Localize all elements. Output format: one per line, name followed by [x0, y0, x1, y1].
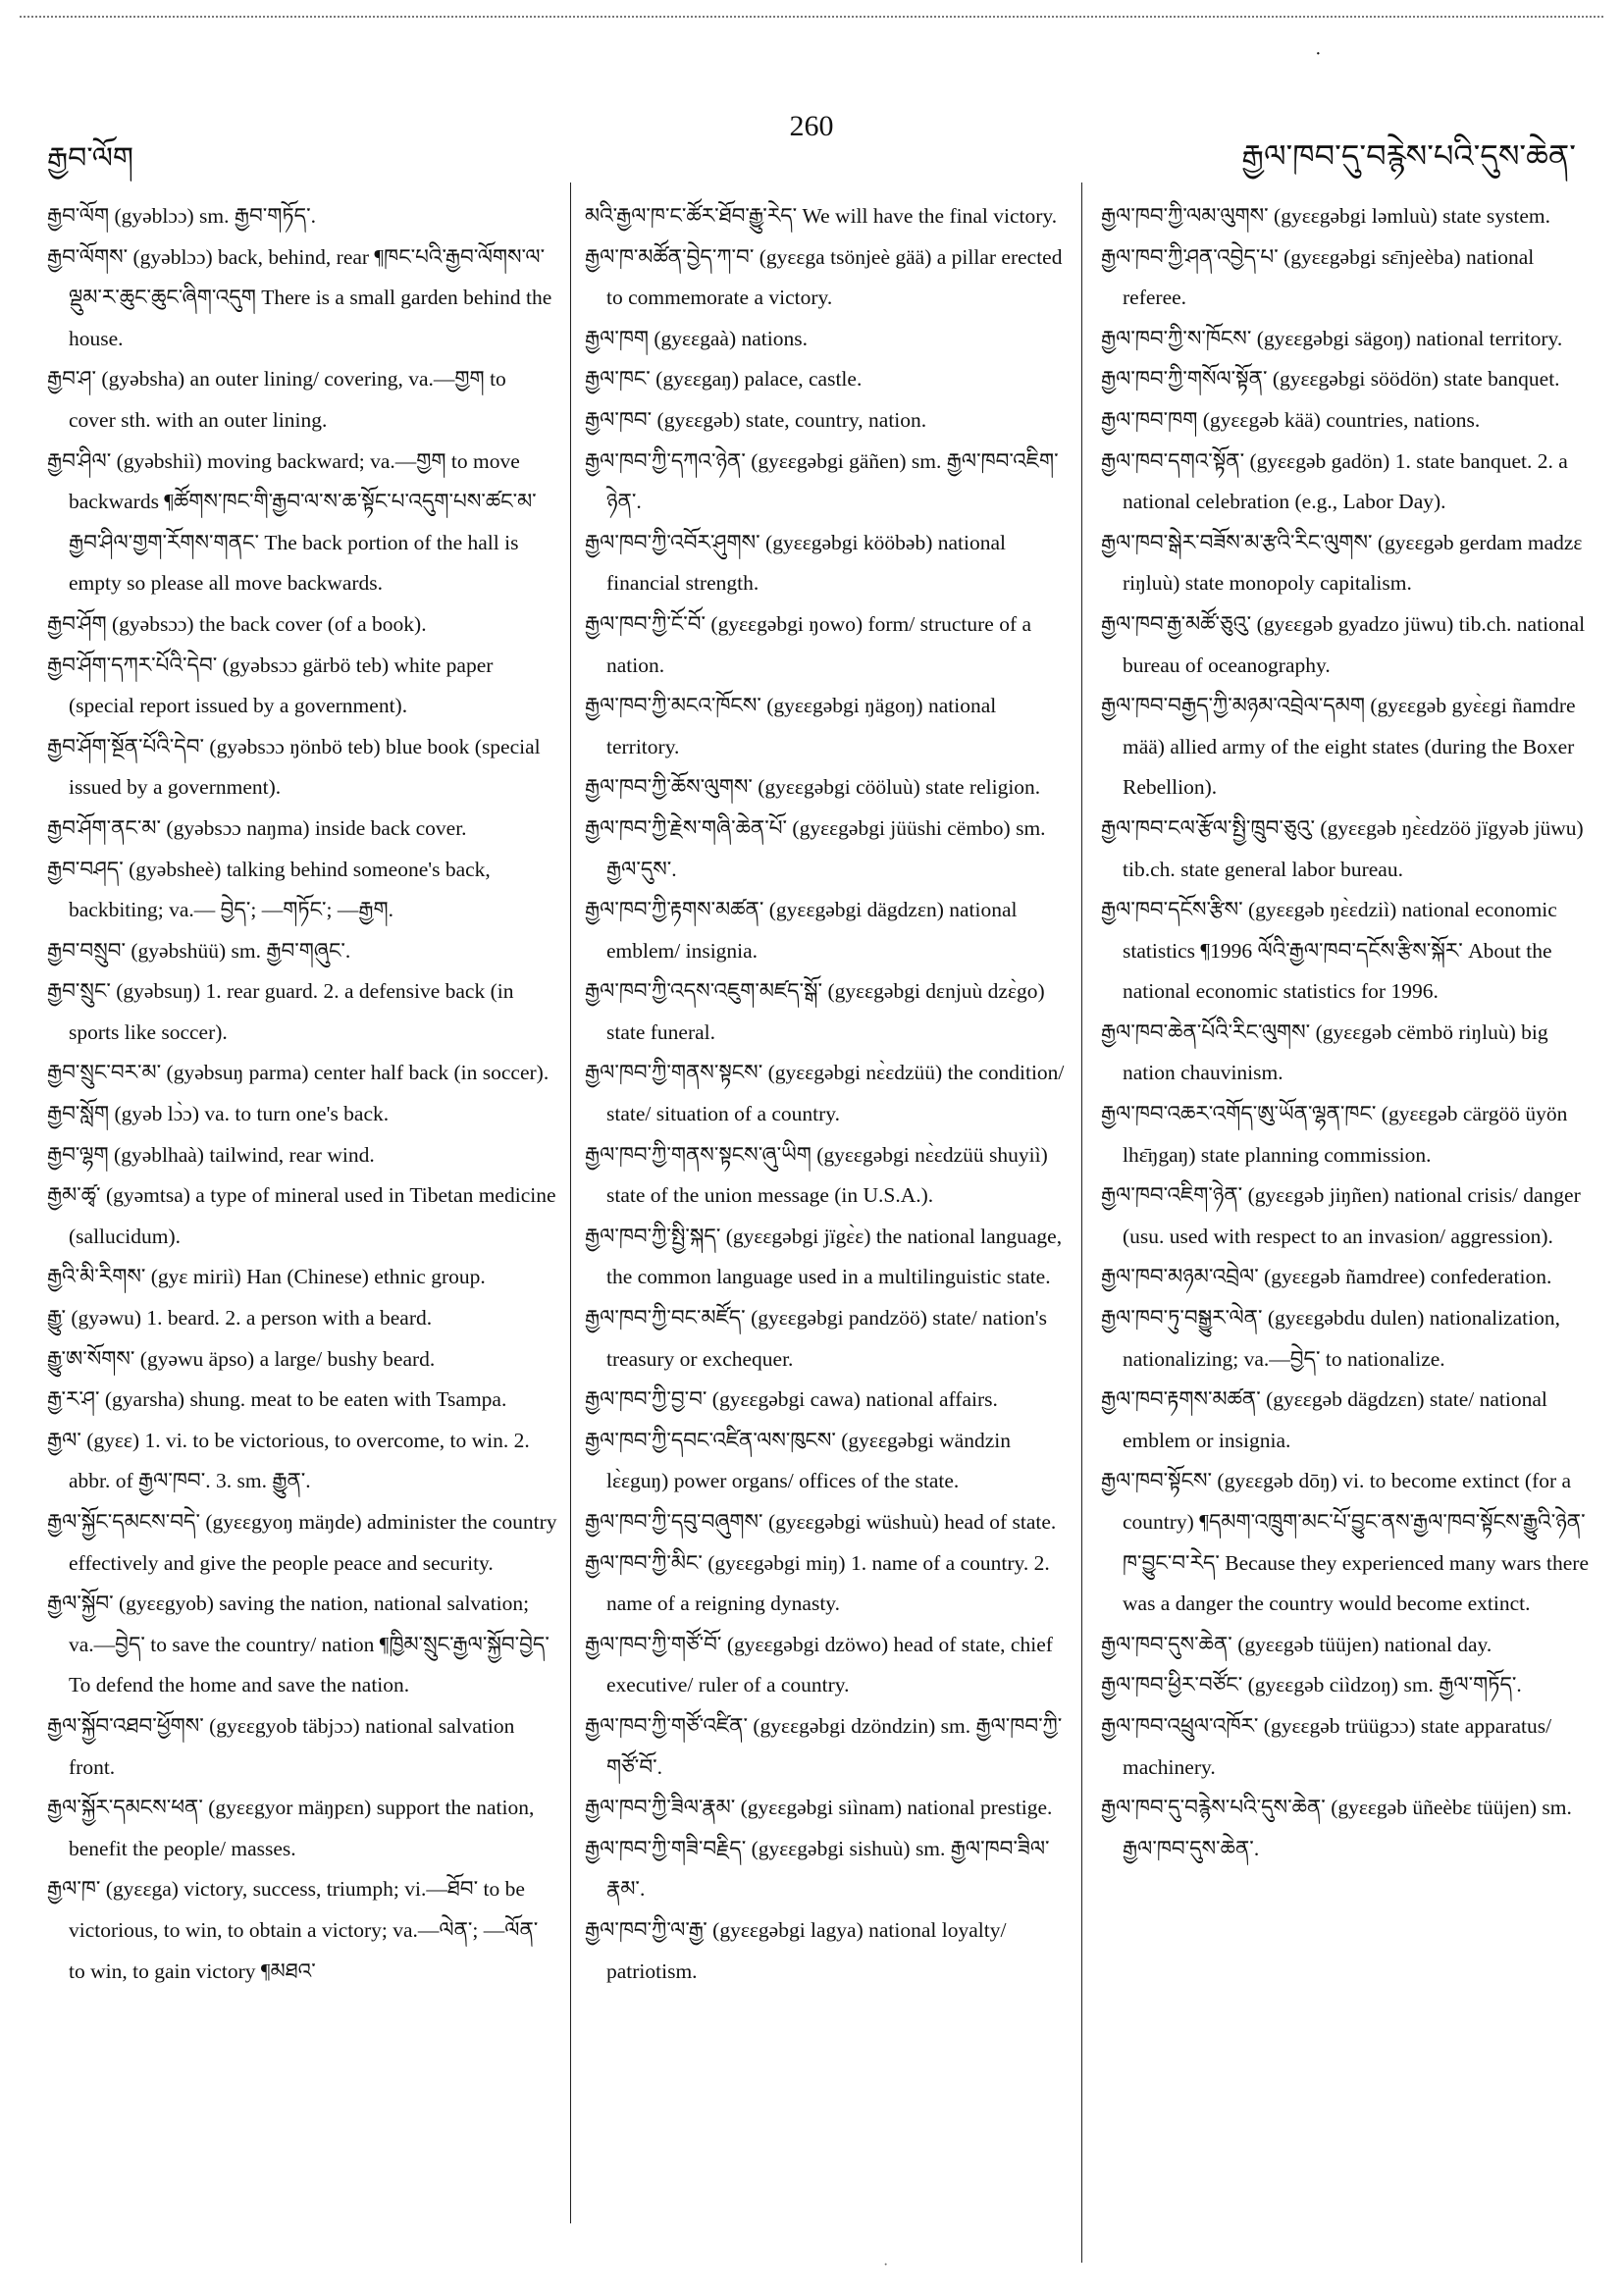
dictionary-entry: རྒྱལ་ཁབ་ཀྱི་ཤན་འབྱེད་པ་ (gyɛɛgəbgi sɛ̄njeèba) national referee.: [1101, 244, 1535, 310]
dictionary-entry: རྒྱལ་ཁབ་ཀྱི་གཙོ་འཛིན་ (gyɛɛgəbgi dzöndzin) sm. རྒྱལ་ཁབ་ཀྱི་གཙོ་བོ་.: [585, 1713, 1063, 1779]
dictionary-column-3: [1101, 196, 1592, 2247]
scan-top-edge: [20, 16, 1603, 18]
dictionary-entry: རྒྱལ་ (gyɛɛ) 1. vi. to be victorious, to overcome, to win. 2. abbr. of རྒྱལ་ཁབ་. 3. sm. རྒྱུན་.: [47, 1428, 530, 1493]
dictionary-entry: རྒྱལ་ཁབ་ཀྱི་འདས་འཇུག་མཛད་སྒོ་ (gyɛɛgəbgi dɛnjuù dzɛ̀go) state funeral.: [585, 979, 1045, 1044]
dictionary-entry: རྒྱལ་ཁབ་ཀྱི་གསོལ་སྟོན་ (gyɛɛgəbgi söödön) state banquet.: [1101, 367, 1560, 391]
dictionary-entry: རྒྱབ་ཤོག (gyəbsɔɔ) the back cover (of a book).: [47, 611, 427, 636]
dictionary-entry: རྒྱལ་ཁབ་དགའ་སྟོན་ (gyɛɛgəb gadön) 1. state banquet. 2. a national celebration (e.g., Labor Day).: [1101, 448, 1568, 514]
dictionary-entry: རྒྱལ་ཁབ་བརྒྱད་ཀྱི་མཉམ་འབྲེལ་དམག (gyɛɛgəb gyɛ̀ɛgi ñamdre mää) allied army of the eight states (during the Boxer Rebellion).: [1101, 694, 1576, 800]
dictionary-entry: རྒྱབ་ཤ་ (gyəbsha) an outer lining/ covering, va.—གྱག to cover sth. with an outer lining.: [47, 367, 506, 432]
dictionary-entry: རྒྱལ་ཁག (gyɛɛgaà) nations.: [585, 326, 808, 350]
dictionary-entry: རྒྱབ་ཤོག་ནང་མ་ (gyəbsɔɔ naŋma) inside back cover.: [47, 815, 467, 840]
dictionary-entry: རྒྱལ་ཁབ་དངོས་རྩིས་ (gyɛɛgəb ŋɛ̀ɛdziì) national economic statistics ¶1996 ལོའི་རྒྱལ་ཁབ་དངོས་རྩིས་སྐོར་ About the national economic statistics for 1996.: [1101, 898, 1557, 1004]
dictionary-entry: རྒྱལ་སྐྱོབ་ (gyɛɛgyob) saving the nation, national salvation; va.—བྱེད་ to save the country/ nation ¶ཁྱིམ་སྲུང་རྒྱལ་སྐྱོབ་བྱེད་ To defend the home and save the nation.: [47, 1592, 550, 1697]
dictionary-entry: རྒྱལ་ཁབ་མཉམ་འབྲེལ་ (gyɛɛgəb ñamdree) confederation.: [1101, 1265, 1552, 1289]
dictionary-entry: རྒྱལ་ཁབ་འཇིག་ཉེན་ (gyɛɛgəb jiŋñen) national crisis/ danger (usu. used with respect to an invasion/ aggression).: [1101, 1183, 1581, 1248]
column-divider: [570, 183, 571, 2223]
dictionary-entry: རྒྱལ་ཁབ་ཀྱི་མངའ་ཁོངས་ (gyɛɛgəbgi ŋägoŋ) national territory.: [585, 694, 997, 758]
dictionary-entry: རྒྱུ་ (gyəwu) 1. beard. 2. a person with a beard.: [47, 1306, 433, 1331]
dictionary-entry: རྒྱལ་ཁབ་ངལ་རྩོལ་སྤྱི་ཁྲུབ་ཅུའུ་ (gyɛɛgəb ŋɛ̀ɛdzöö jïgyəb jüwu) tib.ch. state general labor bureau.: [1101, 815, 1584, 881]
dictionary-entry: རྒྱའི་མི་རིགས་ (gyɛ miriì) Han (Chinese) ethnic group.: [47, 1265, 486, 1289]
dictionary-entry: རྒྱལ་ཁབ་རྟགས་མཚན་ (gyɛɛgəb dägdzɛn) state/ national emblem or insignia.: [1101, 1387, 1547, 1452]
dictionary-entry: རྒྱབ་ཤོག་སྔོན་པོའི་དེབ་ (gyəbsɔɔ ŋönbö teb) blue book (special issued by a government).: [47, 734, 541, 800]
dictionary-entry: རྒྱལ་སྐྱོང་དམངས་བདེ་ (gyɛɛgyoŋ mäŋde) administer the country effectively and give the people peace and security.: [47, 1510, 557, 1575]
scan-speck: ·: [1315, 43, 1322, 65]
dictionary-entry: རྒྱལ་སྐྱོར་དམངས་ཕན་ (gyɛɛgyor mäŋpɛn) support the nation, benefit the people/ masses.: [47, 1796, 535, 1860]
dictionary-entry: རྒྱབ་སློག (gyəb lɔ̀ɔ) va. to turn one's back.: [47, 1102, 390, 1126]
dictionary-entry: རྒྱ་ར་ཤ་ (gyarsha) shung. meat to be eaten with Tsampa.: [47, 1387, 507, 1412]
dictionary-entry: རྒྱལ་ཁབ་ཀྱི་བང་མཛོད་ (gyɛɛgəbgi pandzöö) state/ nation's treasury or exchequer.: [585, 1306, 1048, 1371]
scan-speck: ·: [883, 2257, 889, 2273]
running-head-left: རྒྱབ་ལོག: [47, 142, 134, 175]
dictionary-entry: རྒྱབ་ལོག (gyəblɔɔ) sm. རྒྱབ་གཏོད་.: [47, 204, 316, 228]
dictionary-entry: རྒྱལ་ཁབ་ཀྱི་ས་ཁོངས་ (gyɛɛgəbgi sägoŋ) national territory.: [1101, 326, 1563, 350]
dictionary-entry: རྒྱལ་ཁབ་དུས་ཆེན་ (gyɛɛgəb tüüjen) national day.: [1101, 1632, 1492, 1656]
dictionary-entry: རྒྱལ་ཁབ་ཀྱི་ལམ་ལུགས་ (gyɛɛgəbgi ləmluù) state system.: [1101, 204, 1551, 228]
dictionary-entry: རྒྱལ་ཁབ་སྒེར་བཟོས་མ་རྩའི་རིང་ལུགས་ (gyɛɛgəb gerdam madzɛ riŋluù) state monopoly capitalism.: [1101, 530, 1583, 596]
dictionary-entry: རྒྱལ་ཁབ་ (gyɛɛgəb) state, country, nation.: [585, 407, 927, 432]
dictionary-entry: རྒྱབ་ཤིལ་ (gyəbshiì) moving backward; va.—གྱག to move backwards ¶ཚོགས་ཁང་གི་རྒྱབ་ལ་ས་ཆ་སྟོང་པ་འདུག་པས་ཚང་མ་རྒྱབ་ཤིལ་གྱག་རོགས་གནང་ The back portion of the hall is empty so please all move backwards.: [47, 448, 537, 596]
dictionary-entry: རྒྱལ་ཁབ་ཀྱི་འབོར་ཤུགས་ (gyɛɛgəbgi kööbəb) national financial strength.: [585, 530, 1006, 596]
running-head-right: རྒྱལ་ཁབ་དུ་བརྙེས་པའི་དུས་ཆེན་: [1241, 138, 1576, 174]
dictionary-entry: རྒྱལ་ཁབ་ཀྱི་ལ་རྒྱ་ (gyɛɛgəbgi lagya) national loyalty/ patriotism.: [585, 1917, 1007, 1983]
dictionary-column-2: [585, 196, 1066, 2247]
dictionary-entry: རྒྱལ་ཁབ་འཕྲུལ་འཁོར་ (gyɛɛgəb trüügɔɔ) state apparatus/ machinery.: [1101, 1713, 1552, 1779]
dictionary-entry: རྒྱལ་ཁབ་ཀྱི་ངོ་བོ་ (gyɛɛgəbgi ŋowo) form/ structure of a nation.: [585, 611, 1032, 677]
dictionary-entry: རྒྱལ་ཁབ་ཀྱི་དཀའ་ཉེན་ (gyɛɛgəbgi gäñen) sm. རྒྱལ་ཁབ་འཇིག་ཉེན་.: [585, 448, 1059, 514]
dictionary-entry: རྒྱམ་ཚྭ་ (gyəmtsa) a type of mineral used in Tibetan medicine (sallucidum).: [47, 1183, 556, 1248]
dictionary-entry: རྒྱལ་ཁབ་ཀྱི་གཟི་བརྗིད་ (gyɛɛgəbgi sishuù) sm. རྒྱལ་ཁབ་ཟིལ་རྣམ་.: [585, 1836, 1050, 1902]
dictionary-entry: རྒྱལ་ཁབ་ཀྱི་གཙོ་བོ་ (gyɛɛgəbgi dzöwo) head of state, chief executive/ ruler of a country.: [585, 1632, 1053, 1697]
dictionary-entry: རྒྱལ་སྐྱོབ་འཐབ་ཕྱོགས་ (gyɛɛgyob täbjɔɔ) national salvation front.: [47, 1713, 515, 1779]
dictionary-entry: རྒྱབ་ཤོག་དཀར་པོའི་དེབ་ (gyəbsɔɔ gärbö teb) white paper (special report issued by a government).: [47, 652, 494, 718]
dictionary-entry: རྒྱལ་ཁབ་འཆར་འགོད་ཨུ་ཡོན་ལྷན་ཁང་ (gyɛɛgəb cärgöö üyön lhɛ̄ŋgaŋ) state planning commission.: [1101, 1102, 1568, 1167]
dictionary-entry: རྒྱལ་ཁབ་ཀྱི་རྗེས་གཞི་ཆེན་པོ་ (gyɛɛgəbgi jüüshi cëmbo) sm. རྒྱལ་དུས་.: [585, 815, 1046, 881]
dictionary-entry: རྒྱུ་ཨ་སོགས་ (gyəwu äpso) a large/ bushy beard.: [47, 1346, 436, 1371]
dictionary-entry: རྒྱལ་ཁང་ (gyɛɛgaŋ) palace, castle.: [585, 367, 863, 391]
dictionary-entry: རྒྱལ་ཁ་མཚོན་བྱེད་ཀ་བ་ (gyɛɛga tsönjeè gää) a pillar erected to commemorate a victory.: [585, 244, 1063, 310]
dictionary-entry: རྒྱལ་ཁབ་ཕྱིར་བཙོང་ (gyɛɛgəb ciìdzoŋ) sm. རྒྱལ་གཏོད་.: [1101, 1673, 1522, 1697]
dictionary-entry: རྒྱབ་ལྷག (gyəblhaà) tailwind, rear wind.: [47, 1142, 375, 1167]
dictionary-entry: རྒྱལ་ཁབ་ཀྱི་རྟགས་མཚན་ (gyɛɛgəbgi dägdzɛn) national emblem/ insignia.: [585, 898, 1018, 963]
dictionary-entry: རྒྱལ་ཁབ་དུ་བརྙེས་པའི་དུས་ཆེན་ (gyɛɛgəb üñeèbɛ tüüjen) sm. རྒྱལ་ཁབ་དུས་ཆེན་.: [1101, 1796, 1572, 1860]
dictionary-entry: རྒྱལ་ཁབ་ཏུ་བསྒྱུར་ལེན་ (gyɛɛgəbdu dulen) nationalization, nationalizing; va.—བྱེད་ to nationalize.: [1101, 1306, 1560, 1371]
page-number: 260: [789, 110, 834, 142]
dictionary-entry: རྒྱལ་ཁབ་ཀྱི་ཟིལ་རྣམ་ (gyɛɛgəbgi siìnam) national prestige.: [585, 1796, 1053, 1820]
dictionary-entry: རྒྱལ་ཁབ་ཀྱི་ཆོས་ལུགས་ (gyɛɛgəbgi cööluù) state religion.: [585, 775, 1041, 800]
dictionary-entry: རྒྱབ་ལོགས་ (gyəblɔɔ) back, behind, rear ¶ཁང་པའི་རྒྱབ་ལོགས་ལ་ལྡུམ་ར་ཆུང་ཆུང་ཞིག་འདུག There is a small garden behind the house.: [47, 244, 552, 350]
dictionary-column-1: [47, 196, 557, 2247]
column-divider: [1081, 183, 1082, 2263]
dictionary-entry: རྒྱལ་ཁབ་སྟོངས་ (gyɛɛgəb dōŋ) vi. to become extinct (for a country) ¶དམག་འཁྲུག་མང་པོ་བྱུང་ནས་རྒྱལ་ཁབ་སྟོངས་རྒྱུའི་ཉེན་ཁ་བྱུང་བ་རེད་ Because they experienced many wars there was a danger the country would become extinct.: [1101, 1469, 1589, 1616]
dictionary-entry: རྒྱབ་སྲུང་ (gyəbsuŋ) 1. rear guard. 2. a defensive back (in sports like soccer).: [47, 979, 514, 1044]
dictionary-entry: རྒྱབ་བཤད་ (gyəbsheè) talking behind someone's back, backbiting; va.— བྱེད་; —གཏོང་; —རྒྱག.: [47, 857, 491, 922]
dictionary-entry: མའི་རྒྱལ་ཁ་ང་ཚོར་ཐོབ་རྒྱུ་རེད་ We will have the final victory.: [585, 204, 1058, 228]
dictionary-entry: རྒྱལ་ཁབ་རྒྱ་མཚོ་ཅུའུ་ (gyɛɛgəb gyadzo jüwu) tib.ch. national bureau of oceanography.: [1101, 611, 1586, 677]
dictionary-entry: རྒྱལ་ཁབ་ཀྱི་དབང་འཛིན་ལས་ཁུངས་ (gyɛɛgəbgi wändzin lɛ̀ɛguŋ) power organs/ offices of the state.: [585, 1428, 1011, 1493]
dictionary-entry: རྒྱལ་ཁ་ (gyɛɛga) victory, success, triumph; vi.—ཐོབ་ to be victorious, to win, to obtain a victory; va.—ལེན་; —ལོན་ to win, to gain victory ¶མཐའ་: [47, 1877, 539, 1983]
dictionary-entry: རྒྱལ་ཁབ་ཀྱི་མིང་ (gyɛɛgəbgi miŋ) 1. name of a country. 2. name of a reigning dynasty.: [585, 1550, 1050, 1616]
dictionary-entry: རྒྱལ་ཁབ་ཀྱི་གནས་སྟངས་ཞུ་ཡིག (gyɛɛgəbgi nɛ̀ɛdzüü shuyiì) state of the union message (in U.S.A.).: [585, 1142, 1048, 1208]
dictionary-entry: རྒྱལ་ཁབ་ཀྱི་བྱ་བ་ (gyɛɛgəbgi cawa) national affairs.: [585, 1387, 998, 1412]
dictionary-entry: རྒྱབ་སྲུང་བར་མ་ (gyəbsuŋ parma) center half back (in soccer).: [47, 1061, 550, 1085]
dictionary-entry: རྒྱལ་ཁབ་ཀྱི་དབུ་བཞུགས་ (gyɛɛgəbgi wüshuù) head of state.: [585, 1510, 1057, 1534]
dictionary-entry: རྒྱལ་ཁབ་ཀྱི་གནས་སྟངས་ (gyɛɛgəbgi nɛ̀ɛdzüü) the condition/ state/ situation of a country.: [585, 1061, 1065, 1126]
dictionary-entry: རྒྱབ་བསྲུབ་ (gyəbshüü) sm. རྒྱབ་གཞུང་.: [47, 938, 351, 963]
dictionary-entry: རྒྱལ་ཁབ་ཆེན་པོའི་རིང་ལུགས་ (gyɛɛgəb cëmbö riŋluù) big nation chauvinism.: [1101, 1019, 1548, 1085]
dictionary-entry: རྒྱལ་ཁབ་ཀྱི་སྤྱི་སྐད་ (gyɛɛgəbgi jïgɛ̀ɛ) the national language, the common language used in a multilinguistic state.: [585, 1224, 1063, 1289]
dictionary-entry: རྒྱལ་ཁབ་ཁག (gyɛɛgəb kää) countries, nations.: [1101, 407, 1481, 432]
